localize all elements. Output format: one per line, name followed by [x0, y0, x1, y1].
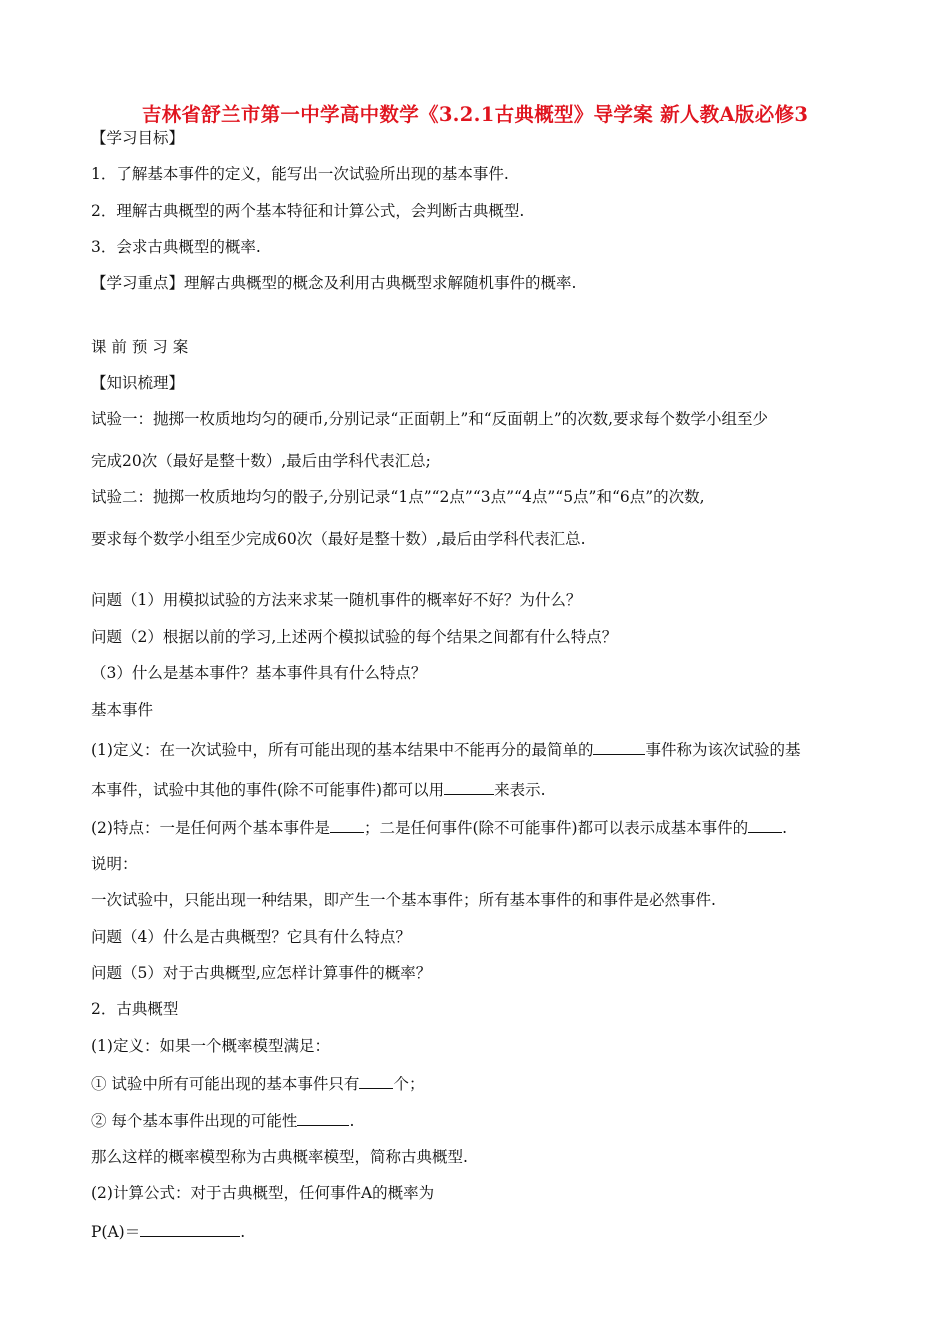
fill-blank — [444, 779, 494, 795]
fill-blank — [140, 1221, 240, 1237]
experiment-1-line-2: 完成20次（最好是整十数）,最后由学科代表汇总; — [91, 452, 431, 470]
key-point: 【学习重点】理解古典概型的概念及利用古典概型求解随机事件的概率. — [91, 274, 577, 292]
formula-text-a: P(A)＝ — [91, 1223, 141, 1241]
feature-text-a: (2)特点：一是任何两个基本事件是 — [91, 819, 330, 837]
fill-blank — [593, 739, 645, 755]
question-3: （3）什么是基本事件？基本事件具有什么特点？ — [91, 664, 427, 682]
feature-line — [91, 817, 787, 838]
definition-line-2 — [91, 779, 546, 800]
fill-blank — [359, 1073, 393, 1089]
condition-2 — [91, 1110, 354, 1131]
condition-1-text-a: ① 试验中所有可能出现的基本事件只有 — [91, 1075, 360, 1093]
note-heading: 说明： — [91, 855, 138, 873]
formula-intro: (2)计算公式：对于古典概型，任何事件A的概率为 — [91, 1184, 435, 1202]
section-heading-objectives: 【学习目标】 — [91, 129, 185, 147]
classical-summary: 那么这样的概率模型称为古典概率模型，简称古典概型. — [91, 1148, 468, 1166]
knowledge-heading: 【知识梳理】 — [91, 374, 185, 392]
definition-line-1 — [91, 739, 800, 760]
classical-model-heading: 2．古典概型 — [91, 1000, 179, 1018]
objective-3: 3．会求古典概型的概率. — [91, 238, 261, 256]
experiment-1-line-1: 试验一：抛掷一枚质地均匀的硬币,分别记录“正面朝上”和“反面朝上”的次数,要求每个数学小组至少 — [91, 410, 769, 428]
fill-blank — [330, 817, 364, 833]
experiment-2-line-2: 要求每个数学小组至少完成60次（最好是整十数）,最后由学科代表汇总. — [91, 530, 586, 548]
note-text: 一次试验中，只能出现一种结果，即产生一个基本事件；所有基本事件的和事件是必然事件. — [91, 891, 716, 909]
fill-blank — [297, 1110, 349, 1126]
definition-text-d: 来表示. — [494, 781, 546, 799]
objective-2: 2．理解古典概型的两个基本特征和计算公式，会判断古典概型. — [91, 202, 525, 220]
definition-text-b: 事件称为该次试验的基 — [645, 741, 801, 759]
feature-text-b: ；二是任何事件(除不可能事件)都可以表示成基本事件的 — [363, 819, 749, 837]
condition-2-text-b: . — [349, 1112, 355, 1130]
question-4: 问题（4）什么是古典概型？它具有什么特点？ — [91, 928, 411, 946]
definition-text-a: (1)定义：在一次试验中，所有可能出现的基本结果中不能再分的最简单的 — [91, 741, 594, 759]
condition-2-text-a: ② 每个基本事件出现的可能性 — [91, 1112, 298, 1130]
question-1: 问题（1）用模拟试验的方法来求某一随机事件的概率好不好？为什么？ — [91, 591, 582, 609]
experiment-2-line-1: 试验二：抛掷一枚质地均匀的骰子,分别记录“1点”“2点”“3点”“4点”“5点”和“6点”的次数, — [91, 488, 705, 506]
question-5: 问题（5）对于古典概型,应怎样计算事件的概率？ — [91, 964, 432, 982]
definition-text-c: 本事件，试验中其他的事件(除不可能事件)都可以用 — [91, 781, 445, 799]
formula-text-b: . — [240, 1223, 246, 1241]
question-2: 问题（2）根据以前的学习,上述两个模拟试验的每个结果之间都有什么特点？ — [91, 628, 618, 646]
objective-1: 1．了解基本事件的定义，能写出一次试验所出现的基本事件. — [91, 165, 509, 183]
preview-heading: 课 前 预 习 案 — [91, 338, 189, 356]
basic-event-heading: 基本事件 — [91, 701, 154, 719]
classical-definition: (1)定义：如果一个概率模型满足： — [91, 1037, 330, 1055]
document-title: 吉林省舒兰市第一中学高中数学《3.2.1古典概型》导学案 新人教A版必修3 — [141, 103, 809, 126]
condition-1 — [91, 1073, 424, 1094]
condition-1-text-b: 个； — [393, 1075, 425, 1093]
fill-blank — [748, 817, 782, 833]
feature-text-c: . — [782, 819, 788, 837]
formula-line — [91, 1221, 245, 1242]
